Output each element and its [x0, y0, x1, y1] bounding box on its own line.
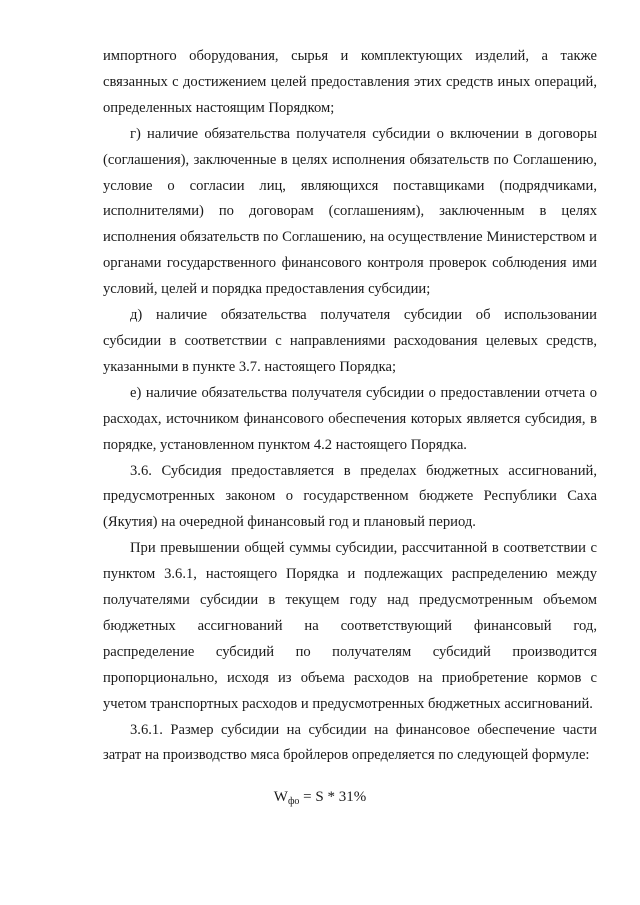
paragraph-item-e: е) наличие обязательства получателя субсидии о предоставлении отчета о расходах, источником финансового обеспечения которых является субсидия, в порядке, установленном пунктом 4.2 настоящего Порядка.: [103, 384, 597, 453]
paragraph-item-g: г) наличие обязательства получателя субсидии о включении в договоры (соглашения), заключенные в целях исполнения обязательств по Соглашению, условие о согласии лиц, являющихся поставщиками (подрядчиками, исполнителями) по договорам (соглашениям), заключенным в целях исполнения обязательств по Соглашению, на осуществление Министерством и органами государственного финансового контроля проверок соблюдения ими условий, целей и порядка предоставления субсидии;: [103, 125, 597, 298]
formula-rest: = S * 31%: [299, 789, 367, 805]
paragraph-section-3-6: 3.6. Субсидия предоставляется в пределах бюджетных ассигнований, предусмотренных законом о государственном бюджете Республики Саха (Якутия) на очередной финансовый год и плановый период.: [103, 462, 597, 531]
paragraph-item-d: д) наличие обязательства получателя субсидии об использовании субсидии в соответствии с направлениями расходования целевых средств, указанными в пункте 3.7. настоящего Порядка;: [103, 307, 597, 375]
paragraph-excess-distribution: При превышении общей суммы субсидии, рассчитанной в соответствии с пунктом 3.6.1, настоящего Порядка и подлежащих распределению между получателями субсидии в текущем году над предусмотренным объемом бюджетных ассигнований на соответствующий финансовый год, распределение субсидий по получателям субсидий производится пропорционально, исходя из объема расходов на приобретение кормов с учетом транспортных расходов и предусмотренных бюджетных ассигнований.: [103, 540, 597, 712]
document-body: [103, 44, 597, 769]
formula-base: W: [273, 789, 288, 805]
paragraph-section-3-6-1: 3.6.1. Размер субсидии на субсидии на финансовое обеспечение части затрат на производство мяса бройлеров определяется по следующей формуле:: [103, 721, 597, 764]
paragraph-continuation: импортного оборудования, сырья и комплектующих изделий, а также связанных с достижением целей предоставления этих средств иных операций, определенных настоящим Порядком;: [103, 48, 597, 116]
formula-subscript: фо: [287, 796, 300, 807]
subsidy-formula: [0, 789, 640, 807]
